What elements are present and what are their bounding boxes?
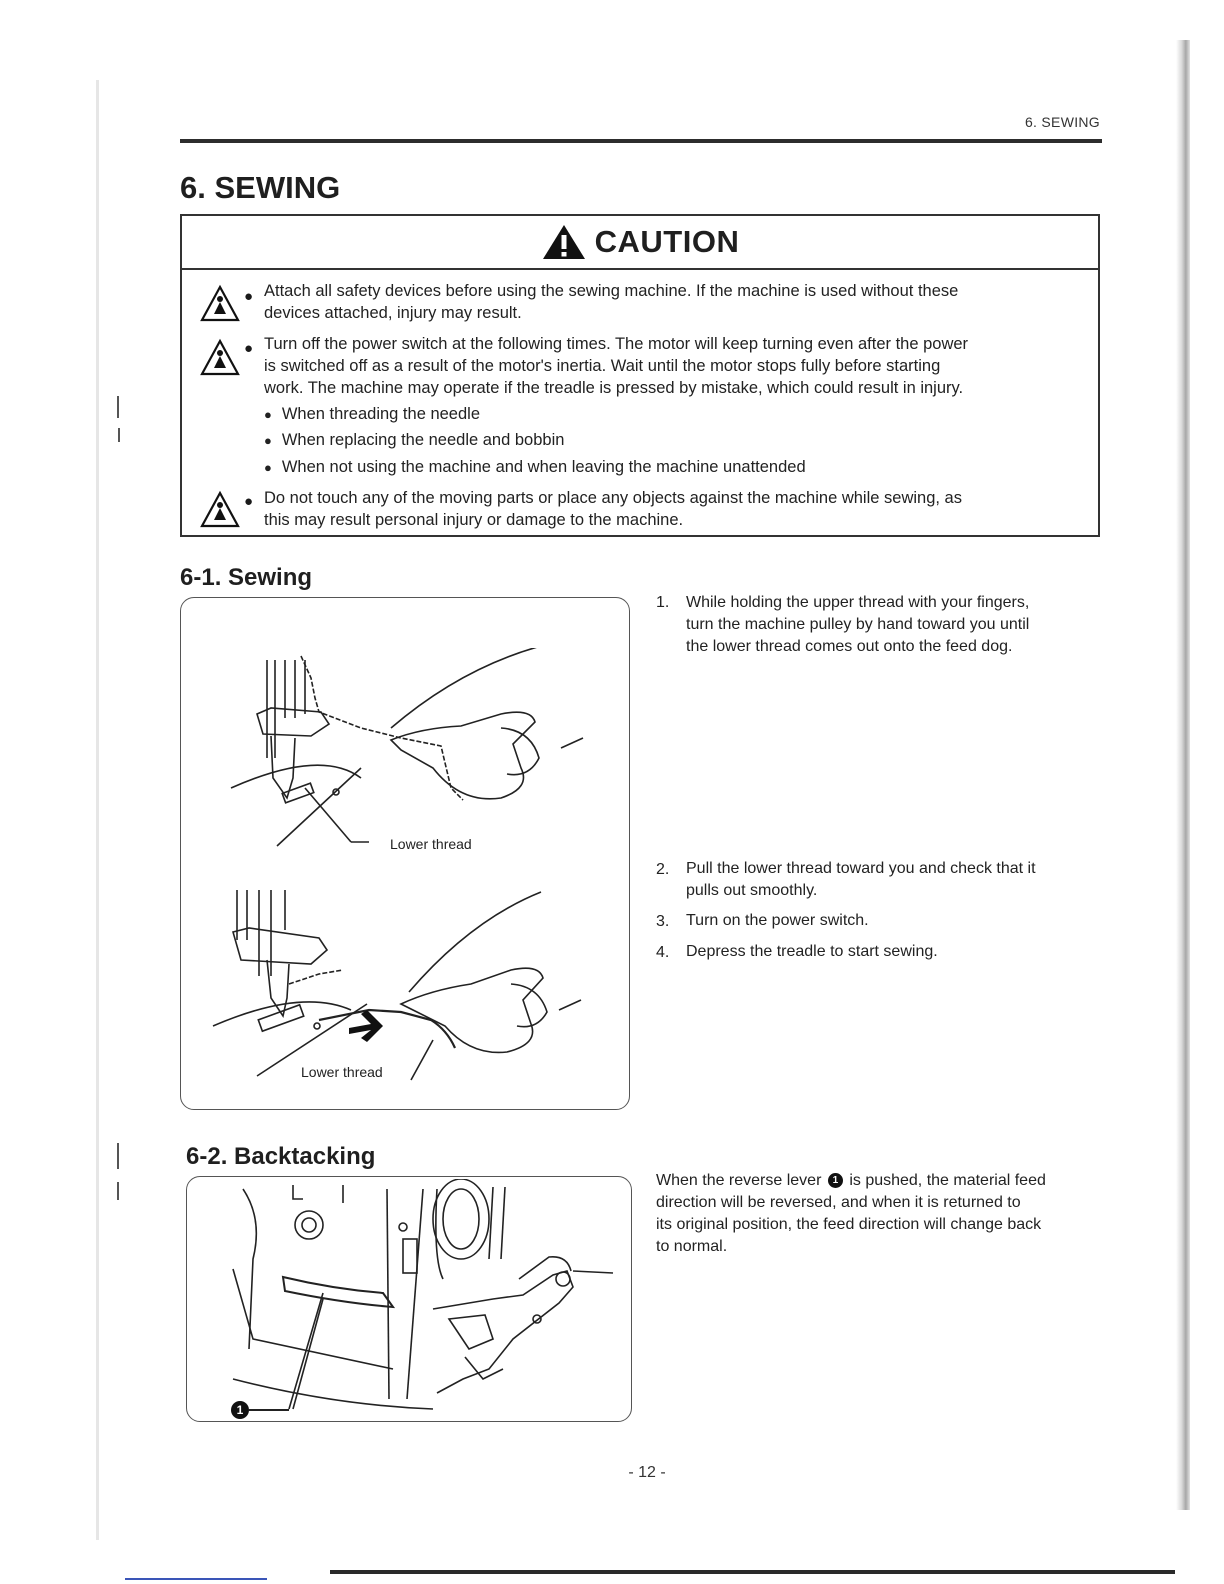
caution-header bbox=[182, 216, 1098, 270]
reverse-lever-illustration bbox=[193, 1179, 627, 1419]
callout-marker: 1 bbox=[231, 1401, 249, 1419]
bottom-rule-accent bbox=[125, 1578, 267, 1580]
hand-hazard-icon bbox=[200, 490, 240, 530]
step-number: 4. bbox=[656, 944, 670, 961]
caution-sub-item: ● When replacing the needle and bobbin bbox=[264, 431, 565, 449]
hand-hazard-icon bbox=[200, 284, 240, 324]
scan-mark bbox=[117, 396, 119, 418]
page-number: - 12 - bbox=[628, 1464, 666, 1481]
step-3-text: Turn on the power switch. bbox=[686, 912, 869, 929]
sewing-heading: 6-1. Sewing bbox=[180, 564, 313, 591]
caution-sub-item: ● When not using the machine and when leaving the machine unattended bbox=[264, 458, 806, 476]
callout-leader bbox=[249, 1409, 289, 1411]
caution-item-2: Turn off the power switch at the following times. The motor will keep turning even after the power is switched off as a result of the motor's inertia. Wait until the motor stops fully before starting work. The machine may operate if the treadle is pressed by mistake, which could result in injury. bbox=[264, 335, 969, 397]
section-title: 6. SEWING bbox=[180, 170, 341, 205]
bottom-rule bbox=[330, 1570, 1175, 1574]
step-1-text: While holding the upper thread with your fingers, turn the machine pulley by hand toward you until the lower thread comes out onto the feed dog. bbox=[686, 594, 1030, 655]
hand-hazard-icon bbox=[200, 338, 240, 378]
figure-label-lower-thread: Lower thread bbox=[390, 836, 472, 852]
caution-title: CAUTION bbox=[594, 224, 740, 259]
backtacking-heading: 6-2. Backtacking bbox=[186, 1143, 376, 1170]
scan-edge-shadow bbox=[1176, 40, 1190, 1510]
header-rule bbox=[180, 139, 1102, 143]
caution-sub-item: ● When threading the needle bbox=[264, 405, 481, 423]
reverse-lever-marker: 1 bbox=[828, 1173, 843, 1188]
backtacking-figure bbox=[186, 1176, 632, 1422]
sewing-figure bbox=[180, 597, 630, 1110]
warning-triangle-icon bbox=[541, 223, 587, 261]
scan-mark bbox=[118, 428, 120, 442]
step-4-text: Depress the treadle to start sewing. bbox=[686, 943, 938, 960]
bullet: ● bbox=[244, 493, 254, 510]
running-head: 6. SEWING bbox=[1024, 114, 1100, 130]
caution-item-1: Attach all safety devices before using the sewing machine. If the machine is used without these devices attached, injury may result. bbox=[264, 282, 959, 322]
bullet: ● bbox=[244, 288, 254, 305]
caution-item-3: Do not touch any of the moving parts or place any objects against the machine while sewing, as this may result personal injury or damage to the machine. bbox=[264, 489, 962, 529]
step-number: 3. bbox=[656, 913, 670, 930]
step-number: 2. bbox=[656, 861, 670, 878]
step-2-text: Pull the lower thread toward you and check that it pulls out smoothly. bbox=[686, 860, 1036, 899]
figure-label-lower-thread: Lower thread bbox=[301, 1064, 383, 1080]
scan-edge-left bbox=[96, 80, 99, 1540]
step-number: 1. bbox=[656, 594, 670, 611]
scan-mark bbox=[117, 1182, 119, 1200]
scan-mark bbox=[117, 1143, 119, 1169]
backtacking-text: When the reverse lever 1 is pushed, the material feed direction will be reversed, and when it is returned to its original position, the feed direction will change back to normal. bbox=[656, 1172, 1046, 1255]
caution-box bbox=[180, 214, 1100, 537]
threading-illustration-top bbox=[201, 648, 611, 858]
bullet: ● bbox=[244, 340, 254, 357]
threading-illustration-bottom bbox=[201, 880, 611, 1090]
